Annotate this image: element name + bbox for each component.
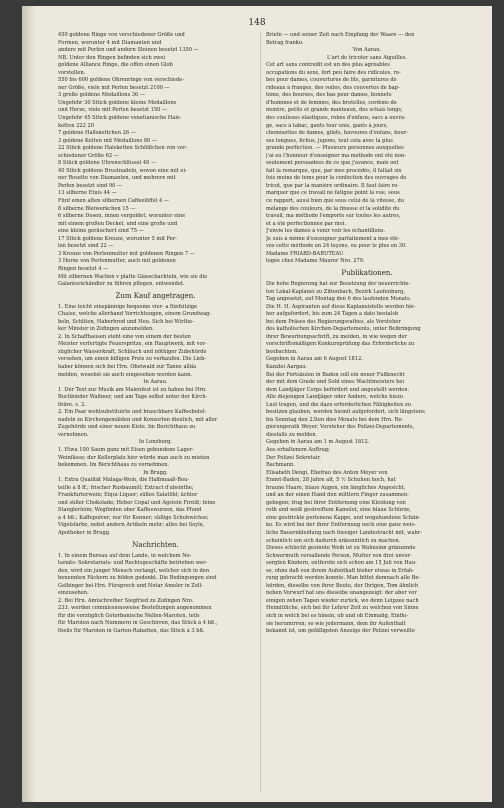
right-column-line: Ennet-Baden, 28 Jahre alt, 5 ½ Schuhen hoch, hat [266, 477, 396, 484]
right-column-line: Gegeben in Aarau am 6 August 1812. [266, 356, 363, 363]
right-column-line: Tag angesetzt, auf Montag den 6 des laufenden Monats. [266, 296, 412, 303]
right-column-line: Alle diejenigen Landjäger oder Andere, welche hiezu [266, 394, 404, 401]
column-divider [260, 32, 261, 792]
right-column-line: Elisabeth Dengi, Ehefrau des Anton Meyer von [266, 469, 388, 476]
left-column-line: und Herze, viele mit Perlen besetzt 150 — [58, 107, 168, 114]
right-column-line: einigen zehen Tagen wieder zurück, wo denn Leipzee nach [266, 597, 419, 604]
left-column-line: 22 Stück goldene Halsketten Schlößchen von ver- [58, 145, 188, 152]
left-column-line: 3 goldene Ketten mit Medaillons 80 — [58, 137, 158, 144]
right-column-line: et a été perfectionnée par moi. [266, 220, 346, 227]
left-column-line: benennten Fächern zu bilden gedenkt. Die Bedingungen sind [58, 575, 217, 582]
left-column-line: mit einem großen Deckel, und eine große und [58, 220, 178, 227]
right-column-line: bes pour dames, couvertures de lits, garnitures de [266, 77, 397, 84]
left-column-line: Zugehörde und einer neuen Kiste. Im Berichthaus zu [58, 424, 196, 431]
left-column-line: ner Rosette von Diamanten, und mehrere mit [58, 175, 176, 182]
left-column-line: Stanglerleim; Wegfinden ober Kaffeewurzen, das Pfund [58, 507, 202, 514]
right-column-line: Der Polizei Sekretair, [266, 454, 321, 461]
right-column-line: j'ai eu l'honneur d'enseigner ma méthode ont été non- [266, 152, 406, 159]
right-column-line: Cet art sans contredit est un des plus agréables [266, 62, 390, 69]
right-column-line: hörden, dieselbe von ihrer Beute, der Ihrigen, Tom ähnlich [266, 582, 419, 589]
left-column-line: versehen, um einen billigen Preis zu verkaufen. Die Lieb- [58, 356, 207, 363]
left-column-line: 1. Extra Qualität Malaga-Wein, die Halbmaaß-Bou- [58, 477, 190, 484]
left-column-line: tariats- Sekretariats- und Rechtsgeschäfte betrieben wer- [58, 560, 208, 567]
left-column-line: einzusehen. [58, 590, 89, 597]
right-column-line: chemisettes de dames, gilets, bavoures d'enfans, bour- [266, 130, 408, 137]
left-column-line: schiedener Größe 62 — [58, 152, 119, 159]
left-column-line: theils für Maroten in Garten-Rabatten, das Stück à 3 bß. [58, 628, 205, 635]
right-column-line: gierungsrath Weyer, Vorsteher des Polizei-Departements, [266, 424, 415, 431]
right-column-line: Die hohe Regierung hat zur Besetzung der neuerrichte- [266, 280, 411, 287]
right-column-line: Lust tragen, und die dazu erforderlichen Fähigkeiten zu [266, 401, 412, 408]
right-column-line: des katholischen Kirchen-Departements, unter Beibringung [266, 326, 421, 333]
left-column-line: 1. Der Text zur Musik am Maienfest ist zu haben bei Hrn. [58, 386, 207, 393]
left-column-line: ner Größe, viele mit Perlen besetzt 2100 — [58, 84, 170, 91]
right-column-line: Briefe — und seiner Zeit nach Empfang der Waare — den [266, 32, 415, 38]
right-column-line: bis Sonntag den 23ten dies Monats bei dem Hrn. Re- [266, 416, 404, 423]
right-column-line: J'envie les dames à venir voir les échantillons. [266, 228, 386, 235]
left-column-line: 8 silberne Bleiwerkchen 15 — [58, 205, 136, 212]
left-column-line: 3 Kreuze von Perlenmutter mit goldenen Ringen 7 — [58, 250, 195, 257]
left-column-line: andere mit Perlen und andern Steinen besetzt 1350 — [58, 47, 199, 54]
left-column-line: für die vorzüglich Gotorbanische Nellen-Maroten, teils [58, 612, 200, 619]
right-column-line: ten Lokal-Kaplanei zu Zittenbach, Bezirk Laufenburg, [266, 288, 405, 295]
left-column-line: Buchbinder Waßmer, und am Tage selbst unter der Kirch- [58, 394, 208, 401]
right-column-line: der mit dem Grade und Sold eines Wachtmeisters bei [266, 379, 405, 386]
left-column-line: 450 goldene Ringe von verschiedener Größe und [58, 32, 185, 38]
left-column-line: In Lenzburg. [138, 439, 173, 446]
right-column-line: ses longues, fichus, jupons, tout cela avec la plus [266, 137, 393, 144]
right-column-line: marquer que ce travail ne fatigue point la vue, sous [266, 190, 400, 197]
left-column-line: eine kleine geräuchert sind 75 — [58, 228, 144, 235]
right-column-line: Dieses schlecht gesinnte Weib ist zu Wahnsinn gränzende [266, 545, 416, 552]
right-column-line: mélange des couleurs, de la finesse et la solidité du [266, 205, 400, 212]
right-column-line: ihrer Bewerbungsschrift, zu melden, in wie wegen der [266, 333, 407, 340]
left-column-line: Chaise, welche allerhand Vorrichtungen, einem Grundwag- [58, 311, 212, 318]
right-column-line: travail, ma méthode l'emporte sur toutes les autres, [266, 213, 401, 220]
right-column [266, 32, 468, 636]
right-column-line: se, ohne daß von ihrem Aufenthalt bisher etwas in Erfah- [266, 567, 415, 574]
left-column-line: Mit silbernen Wachen v platte Glasschachteln, wie sie die [58, 273, 208, 280]
left-column-line: 2. Bei Hrn. Amtschreiber Siegfried zu Zofingen Nro. [58, 597, 194, 604]
page-fold-shadow [22, 6, 36, 802]
left-column-line: Apotheker in Brugg. [58, 530, 111, 536]
right-column-line: tricot, que par la manière ordinaire. Il faut faire re- [266, 182, 399, 189]
right-column-line: sich in welch bei es hinein, ob und ob Einmalig, Einflu- [266, 613, 409, 620]
right-column-line: rideaux à franges, des voiles, des couvertes de bap- [266, 84, 400, 91]
left-column-line: 233. werden commissionsweise Bestellungen angenommen [58, 605, 212, 612]
right-column-line: Betrag franko. [266, 39, 304, 46]
left-column-line: teille à 8 ff.; frischer Rusbaumöl; Extract d'absinthe; [58, 484, 194, 491]
right-column-line: braune Haare, blaue Augen, ein längliches Angesicht, [266, 484, 406, 491]
left-column-line: ker Minster in Zofingen anzumelden. [58, 326, 154, 333]
right-column-line: Madame FRIARD-BARUTEAU [266, 250, 344, 257]
right-column-line: Kanzlei Aargau. [266, 363, 308, 370]
left-column-line: 13 silberne Etuis 44 — [58, 190, 117, 197]
left-column-line: Vigelsfarbe, nebst andern Artikeln mehr; alles bei Seyle, [58, 522, 205, 529]
left-column-line: 6 silberne Dosen, innen vergoldet, worunter eine [58, 213, 186, 220]
right-column-line: scheinlich um sich dadurch unkenntlich zu machen. [266, 537, 401, 544]
left-column-line: len besetzt sind 22 — [58, 243, 114, 250]
page-number: 148 [248, 18, 266, 28]
left-column-line: Ungefehr 45 Stück goldene venetianische Hals- [58, 115, 182, 122]
left-column-line: thüre. s. 2. [58, 401, 87, 408]
right-column-line: Heimitiliche, sich bei ihr Lehrer Zeit zu welchen von Sinne [266, 605, 419, 612]
left-column-line: haber können sich bei Hrn. Obstwald zur Tanne allda [58, 363, 197, 370]
right-column-line: gebogen; trug bei ihrer Entfernung eine Kleidung von [266, 499, 406, 506]
left-column-line: Perlen besetzt sind 90 — [58, 182, 123, 189]
right-column-line: eine gestrickte perlenene Kappe, und wogehundene Schän- [266, 514, 421, 521]
right-column-line: roth und weiß gestreiftem Kamelot, eine blaue Schürze, [266, 507, 412, 514]
left-column-line: In Aarau. [143, 379, 168, 386]
right-column-line: neben Vorwurf hat uns dieselbe unangezeigt: der aber vor [266, 590, 417, 597]
left-column-line: bekommen. Im Berichthaus zu vernehmen. [58, 462, 170, 469]
right-column-line: Gegeben in Aarau am 1 m August 1812. [266, 439, 370, 446]
right-column-line: Bei der Fortsäulen in Baden soll ein neuer Fußknecht [266, 371, 405, 378]
left-column-line: Ringen besetzt 4 — [58, 265, 109, 272]
left-column-line: Zum Kauf angetragen. [115, 291, 196, 300]
right-column-line: sie herumirren; so wie jedermann, dem ihr Aufenthalt [266, 620, 406, 627]
right-column-line: dem Landjäger Corps befördert und angestellt werden. [266, 386, 410, 393]
right-column-line: ce rapport, aussi bien que sous celui de la vitesse, du [266, 198, 405, 205]
left-column-line: melden, wosebst sie auch eingesehen werden kann. [58, 371, 193, 378]
left-column-line: 17 Stück goldene Kreuze, worunter 5 mit Per- [58, 235, 177, 242]
right-column-line: ge, sacs à tabac, gants tour unis, gants à jours, [266, 122, 388, 129]
right-column-line: Aus erhaltenem Auftrag; [266, 446, 330, 453]
right-column-line: diesfalls zu melden. [266, 431, 318, 438]
right-column-line: L'art de tricoter sans Aiguilles. [326, 54, 408, 61]
left-column-line: Formen, worunter 4 mit Diamanten und [58, 39, 162, 46]
left-column-line: 1. In einem Bureau auf dem Lande, in welchem No- [58, 552, 192, 559]
left-column-line: 3 große goldene Medaillons 36 — [58, 92, 145, 99]
right-column-line: seulement persuadées de ce que j'avance, mais ont [266, 160, 399, 167]
left-column-line: 1. Etwa 100 Saum ganz mit Eisen gebundene Lager- [58, 446, 194, 453]
left-column-line: 2. In Schaffhausen steht eine von einem der besten [58, 333, 191, 340]
left-column-line: beln, Schliten, Haberbrod und Heu. Sich bei Wirthe- [58, 318, 194, 325]
left-column-line: züglicher Wasserkraft, Schläuch und nöthiger Zubehörde [58, 348, 207, 355]
right-column-line: besitzen glauben, werden hiemit aufgefordert, sich längstens [266, 409, 425, 416]
right-column-line: Publikationen. [341, 268, 393, 277]
left-column-line: den, wird ein junger Mensch verlangt, welcher sich in den [58, 567, 210, 574]
left-column-line: 40 Stück goldene Brustnadeln, wovon eine mit ei- [58, 167, 187, 174]
right-column-line: rung gebracht werden konnte. Man bittet demnach alle Be- [266, 575, 421, 582]
right-column-line: und an der einen Hand den mittlern Finger zusammen- [266, 492, 409, 499]
left-column-line: vorstellen. [58, 69, 86, 76]
left-column-line: 7 goldene Hallskettchen 26 — [58, 130, 136, 137]
left-column-line: Nachrichten. [132, 540, 179, 549]
left-column-line: Galanteriehändler zu führen pflegen, entwendet. [58, 281, 185, 288]
left-column-line: goldene Alliance Ringe, die offen einen Glob [58, 62, 173, 69]
right-column-line: bei dem Präses des Regierungsrathes, als Vorsteher [266, 318, 401, 325]
left-column-line: Meister verfertigte Feuerspritze, ein Hauptwerk, mit vor- [58, 341, 207, 348]
left-column-line: In Brugg. [143, 469, 168, 476]
right-column-line: beobachten. [266, 348, 298, 355]
right-column-line: logée chez Madame Maurer Nro. 279. [266, 258, 365, 265]
left-column-line: Ungefehr 30 Stück goldene kleine Medaillons [58, 99, 177, 106]
right-column-line: Von Aarau. [352, 47, 382, 54]
right-column-line: occupations du sexe, fort peu faire des ridicules, ro- [266, 69, 401, 76]
left-column-line: 2. Ein Paar wohlsubstituirte und brauchbare Kaffeebutel- [58, 409, 207, 416]
left-column-line: Gelbinger bei Hrn. Fürsprech und Notar Ameler in Zell- [58, 582, 203, 589]
right-column-line: fois moins de tems pour la confection des ouvrages de [266, 175, 407, 182]
left-column-line: à 4 bß.; Kaffepulver; nur für Kenner; süßige Schuhwichse; [58, 514, 209, 521]
right-column-line: liche Bauernkleidung nach hiesiger Landestracht mit, wahr- [266, 530, 422, 536]
left-column-line: 1. Eine leicht einspännige bequeme vier- a fünfsitzige [58, 303, 198, 310]
right-column-line: vorschriftsmäßigen Konkursprüfung das Erforderliche zu [266, 341, 415, 348]
right-column-line: tême, des bourses, des bas pour dames, bonnets [266, 92, 392, 99]
left-column-line: Fünf einen alten silbernen Caffeelöffel 4 — [58, 198, 169, 205]
right-column-line: bekannt ist, um gefälligsten Anzeige der Polizei verweilte [266, 628, 415, 635]
right-column-line: fait la remarque, que, par mes procédés, il fallait six [266, 167, 402, 174]
left-column-line: ketten 222 20 [58, 122, 94, 129]
right-column-line: grande perfection. — Plusieurs personnes auxquelles [266, 145, 404, 152]
left-column-line: und süßer Chokolade; Heber Copal und Agstein Firniß; feine [58, 499, 216, 506]
left-column [58, 32, 253, 636]
right-column-line: sorgten Kindern, entfernte sich schon am 15 Juli von Hau- [266, 560, 417, 567]
left-column-line: für Maroten nach Nummern in Geschirren, das Stück à 4 bß., [58, 620, 218, 627]
right-column-line: ke. Es wird bei der ihrer Entfernung noch eine ganz weis- [266, 522, 416, 529]
right-column-line: d'hommes et de femmes, des bretelles, cordons de [266, 99, 397, 106]
left-column-line: vernehmen. [58, 431, 89, 438]
right-column-line: Die H. H. Aspiranten auf diese Kaplaneistelle werden hie- [266, 303, 416, 310]
left-column-line: 8 Stück goldene Uhrenschlüssel 40 — [58, 160, 157, 167]
left-column-line: nadeln zu Kirchengemälden und Konzerten dienlich, mit aller [58, 416, 218, 423]
left-column-line: 550 bis 600 goldene Ohrenringe von verschiede- [58, 77, 184, 84]
right-column-line: montre, petits et grands manteaux, des schals longs, [266, 107, 403, 114]
newspaper-page [22, 6, 492, 802]
right-column-line: ves cette méthode en 24 leçons, ou pour le plus en 30. [266, 243, 407, 250]
right-column-line: Schwermuth versallende Person, Mutter von drei unver- [266, 552, 412, 559]
right-column-line: Je suis à même d'enseigner parfaitement à mes élè- [266, 235, 400, 242]
right-column-line: des coulisses élastiques, robes d'enfans, sacs à ouvra- [266, 115, 406, 122]
right-column-line: her aufgefordert, bis zum 24 Tagen a dato bestalsb [266, 311, 399, 318]
left-column-line: 3 Herze von Perlenmutter, auch mit goldenen [58, 258, 176, 265]
left-column-line: Weinfässe; der Kellerplatz hier würde man auch zu mieten [58, 454, 210, 461]
left-column-line: NB. Unter den Ringen befinden sich zwei [58, 54, 166, 61]
right-column-line: Bachmann. [266, 462, 295, 469]
left-column-line: Frankfurterwein; Eiqui-Liquer; süßes Salatöhl; ächter [58, 492, 198, 499]
